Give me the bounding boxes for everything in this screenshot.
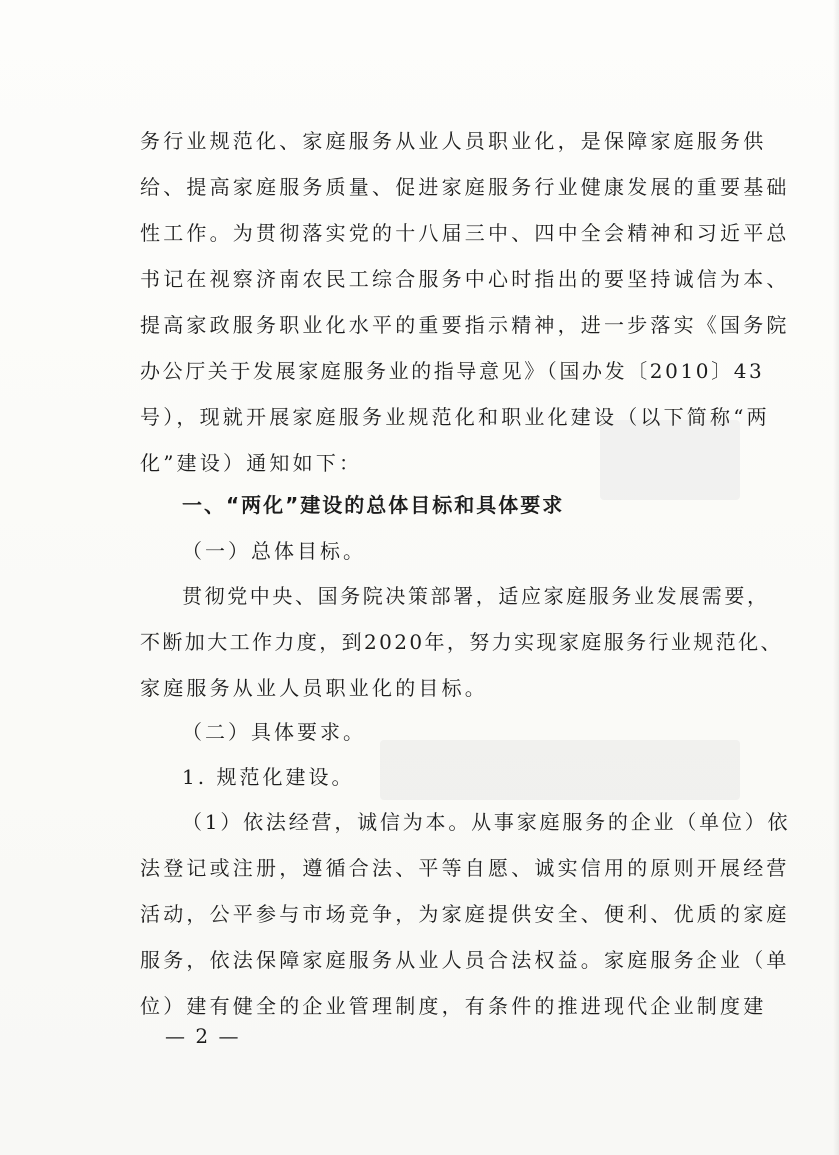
section-heading: 一、“两化”建设的总体目标和具体要求 xyxy=(182,493,565,517)
body-line: 号），现就开展家庭服务业规范化和职业化建设（以下简称“两 xyxy=(140,405,770,429)
body-line: 务行业规范化、家庭服务从业人员职业化，是保障家庭服务供 xyxy=(140,129,767,153)
body-line: 贯彻党中央、国务院决策部署，适应家庭服务业发展需要， xyxy=(182,584,770,608)
page-number: — 2 — xyxy=(165,1024,241,1048)
body-line: 化”建设）通知如下： xyxy=(140,451,363,475)
body-line: 服务，依法保障家庭服务从业人员合法权益。家庭服务企业（单 xyxy=(140,948,790,972)
body-line: 不断加大工作力度，到2020年，努力实现家庭服务行业规范化、 xyxy=(140,630,783,654)
body-line: 性工作。为贯彻落实党的十八届三中、四中全会精神和习近平总 xyxy=(140,221,790,245)
body-line: （1）依法经营，诚信为本。从事家庭服务的企业（单位）依 xyxy=(182,810,791,834)
item-title: 1. 规范化建设。 xyxy=(182,765,355,789)
show-through-mark xyxy=(380,740,740,800)
body-line: 法登记或注册，遵循合法、平等自愿、诚实信用的原则开展经营 xyxy=(140,856,790,880)
body-line: 办公厅关于发展家庭服务业的指导意见》（国办发〔2010〕43 xyxy=(140,359,765,383)
body-line: 位）建有健全的企业管理制度，有条件的推进现代企业制度建 xyxy=(140,994,767,1018)
body-line: 书记在视察济南农民工综合服务中心时指出的要坚持诚信为本、 xyxy=(140,267,790,291)
scan-edge-shadow xyxy=(833,0,839,1155)
body-line: 提高家政服务职业化水平的重要指示精神，进一步落实《国务院 xyxy=(140,313,790,337)
subsection-title: （二）具体要求。 xyxy=(182,720,366,744)
body-line: 活动，公平参与市场竞争，为家庭提供安全、便利、优质的家庭 xyxy=(140,902,790,926)
body-line: 给、提高家庭服务质量、促进家庭服务行业健康发展的重要基础 xyxy=(140,175,790,199)
subsection-title: （一）总体目标。 xyxy=(182,539,366,563)
body-line: 家庭服务从业人员职业化的目标。 xyxy=(140,676,488,700)
